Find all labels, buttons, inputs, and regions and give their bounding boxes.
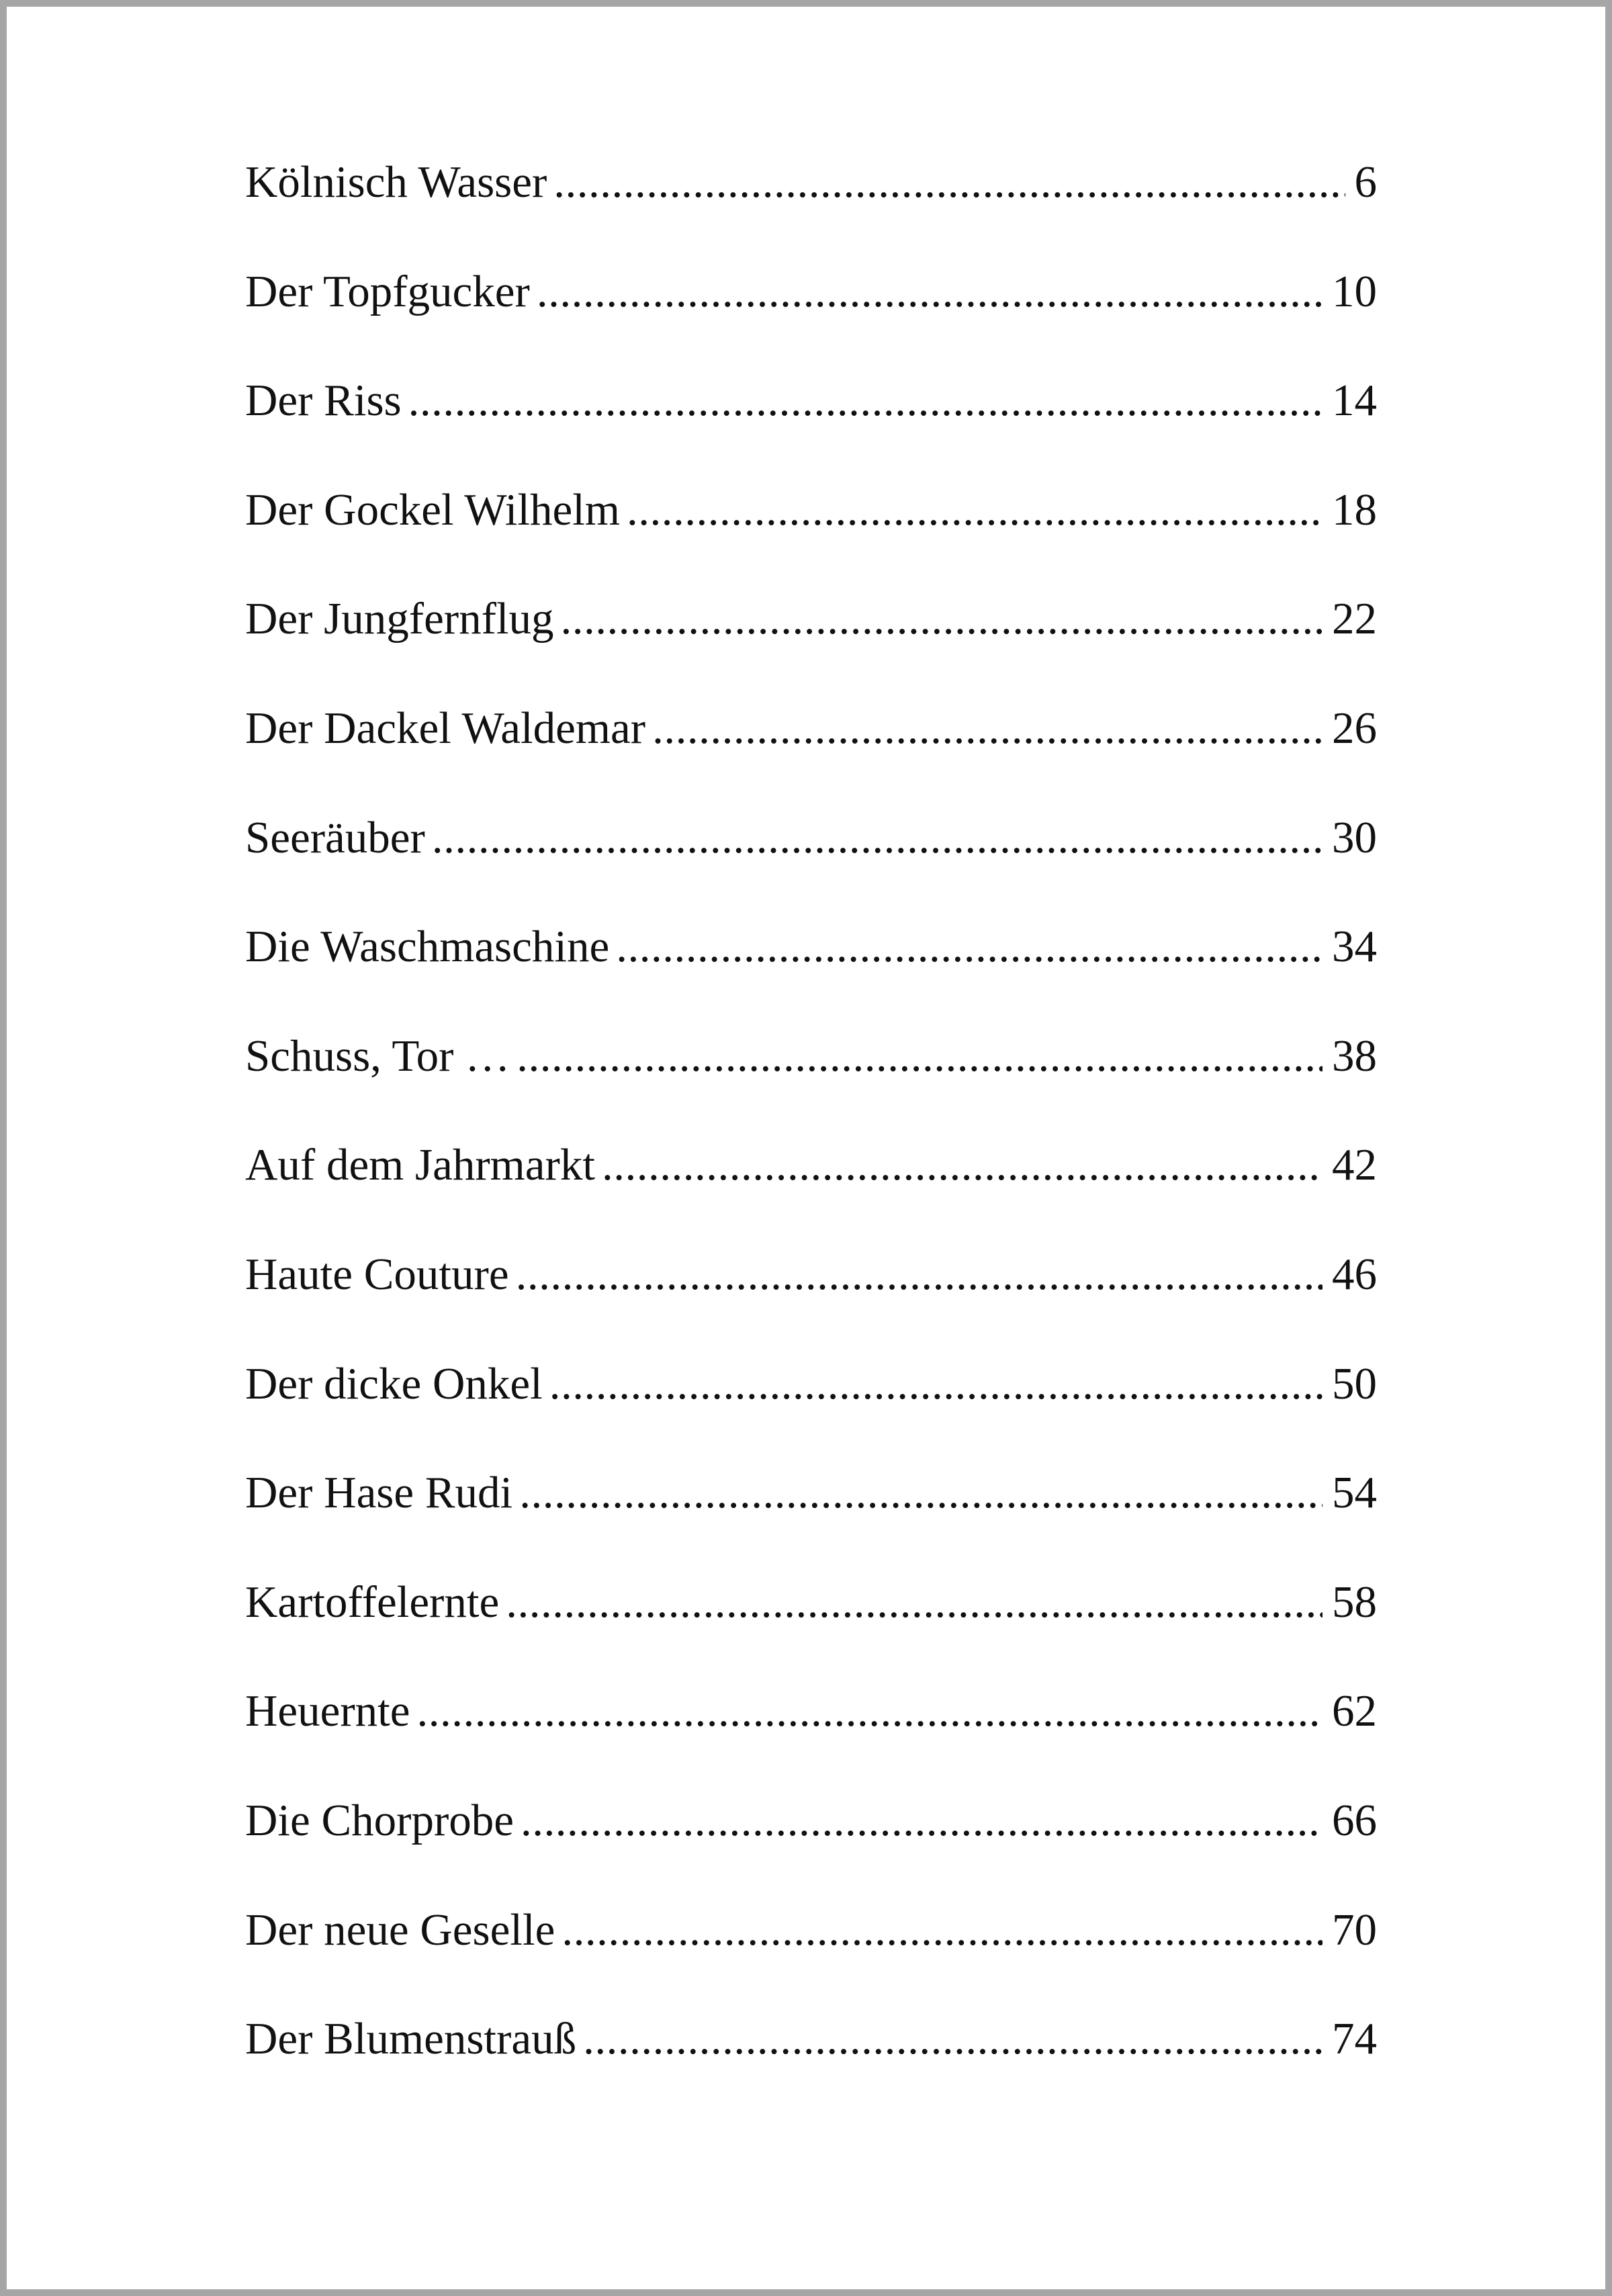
toc-entry-page-number: 70 [1332,1907,1377,1955]
toc-dot-leader [506,1580,1323,1625]
toc-entry-page-number: 42 [1332,1143,1377,1190]
toc-entry [245,1908,1377,2017]
toc-entry-title: Der Riss [245,378,402,426]
toc-entry-title: Der neue Geselle [245,1907,555,1955]
toc-entry [245,1689,1377,1798]
toc-entry [245,1798,1377,1908]
toc-entry [245,815,1377,925]
toc-entry-title: Kartoffelernte [245,1579,500,1627]
table-of-contents [245,160,1377,2126]
toc-entry [245,597,1377,706]
toc-entry-title: Der Topfgucker [245,269,530,316]
toc-dot-leader [516,1252,1323,1297]
toc-entry [245,1580,1377,1689]
toc-entry-page-number: 10 [1332,269,1377,316]
toc-entry-page-number: 50 [1332,1361,1377,1409]
toc-entry [245,2017,1377,2126]
toc-dot-leader [616,924,1323,969]
toc-dot-leader [517,1034,1323,1079]
toc-entry-page-number: 38 [1332,1033,1377,1081]
toc-entry [245,924,1377,1034]
toc-entry-page-number: 18 [1332,487,1377,535]
toc-dot-leader [652,706,1323,751]
toc-entry-title: Seeräuber [245,815,425,863]
toc-entry-page-number: 6 [1354,160,1377,207]
toc-entry-title: Schuss, Tor … [245,1033,510,1081]
toc-entry-title: Die Chorprobe [245,1798,514,1845]
toc-entry [245,1362,1377,1471]
toc-dot-leader [602,1143,1323,1188]
toc-dot-leader [432,815,1323,860]
toc-dot-leader [408,378,1323,423]
toc-dot-leader [537,269,1323,314]
toc-entry-page-number: 58 [1332,1579,1377,1627]
toc-entry-page-number: 30 [1332,815,1377,863]
toc-entry [245,706,1377,815]
toc-entry-title: Auf dem Jahrmarkt [245,1143,595,1190]
toc-entry-title: Haute Couture [245,1251,509,1299]
toc-dot-leader [417,1689,1323,1734]
toc-entry [245,1034,1377,1143]
toc-entry-title: Heuernte [245,1689,410,1736]
toc-entry-title: Der Gockel Wilhelm [245,487,620,535]
toc-entry-page-number: 66 [1332,1798,1377,1845]
toc-dot-leader [521,1798,1323,1843]
toc-entry-title: Die Waschmaschine [245,924,610,972]
toc-entry-page-number: 22 [1332,597,1377,644]
toc-entry-title: Der Jungfernflug [245,597,554,644]
toc-entry [245,488,1377,597]
toc-dot-leader [562,1908,1323,1953]
toc-entry-title: Der Blumenstrauß [245,2017,577,2064]
toc-entry [245,160,1377,269]
toc-dot-leader [627,488,1323,533]
toc-entry [245,378,1377,488]
toc-entry-title: Der Dackel Waldemar [245,705,646,753]
toc-entry-page-number: 54 [1332,1470,1377,1518]
toc-entry [245,1143,1377,1252]
toc-entry-page-number: 14 [1332,378,1377,426]
toc-dot-leader [583,2017,1323,2062]
toc-entry-page-number: 26 [1332,705,1377,753]
toc-dot-leader [553,160,1345,205]
toc-entry [245,269,1377,379]
toc-entry [245,1470,1377,1580]
toc-entry-title: Der Hase Rudi [245,1470,513,1518]
toc-entry [245,1252,1377,1362]
toc-dot-leader [561,597,1323,642]
toc-entry-page-number: 62 [1332,1689,1377,1736]
toc-entry-title: Der dicke Onkel [245,1361,543,1409]
toc-entry-page-number: 74 [1332,2017,1377,2064]
toc-dot-leader [549,1362,1323,1407]
toc-entry-title: Kölnisch Wasser [245,160,547,207]
toc-entry-page-number: 46 [1332,1251,1377,1299]
toc-entry-page-number: 34 [1332,924,1377,972]
toc-dot-leader [519,1470,1323,1515]
